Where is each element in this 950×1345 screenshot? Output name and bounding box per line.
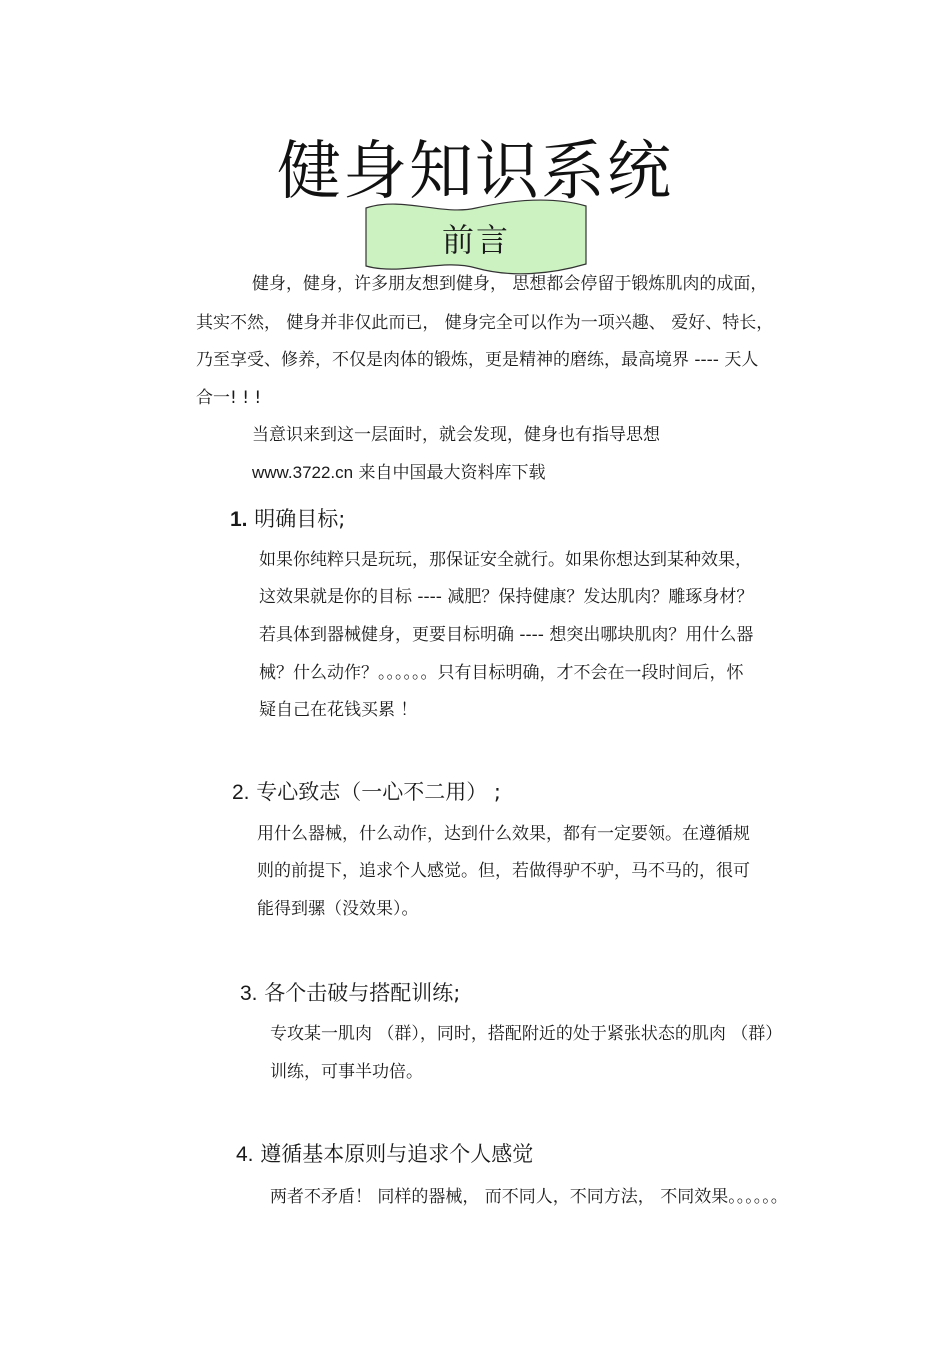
- source-url[interactable]: www.3722.cn: [252, 463, 354, 482]
- intro-line-4: 合一! ! !: [196, 388, 262, 408]
- intro-line-3: 乃至享受、修养，不仅是肉体的锻炼，更是精神的磨练，最高境界 ---- 天人: [196, 350, 759, 370]
- section-3-line-2: 训练，可事半功倍。: [270, 1062, 423, 1082]
- section-number: 2.: [232, 781, 250, 804]
- section-number: 4.: [236, 1143, 254, 1166]
- section-number: 3.: [240, 982, 258, 1005]
- section-1-line-3: 若具体到器械健身，更要目标明确 ---- 想突出哪块肌肉？用什么器: [259, 625, 754, 645]
- section-1-line-2: 这效果就是你的目标 ---- 减肥？保持健康？发达肌肉？雕琢身材？: [259, 587, 754, 607]
- section-3-line-1: 专攻某一肌肉 （群），同时，搭配附近的处于紧张状态的肌肉 （群）: [270, 1024, 783, 1044]
- intro-line-1: 健身，健身，许多朋友想到健身， 思想都会停留于锻炼肌肉的成面，: [252, 274, 768, 294]
- document-title: 健身知识系统: [277, 135, 673, 209]
- section-4-line-1: 两者不矛盾！ 同样的器械， 而不同人，不同方法， 不同效果。。。。。。: [270, 1187, 788, 1207]
- source-line: [252, 461, 546, 485]
- section-1-heading: [230, 505, 345, 534]
- preface-label: 前言: [441, 221, 510, 259]
- section-title: 专心致志（一心不二用） ;: [249, 780, 501, 804]
- section-4-heading: [236, 1140, 533, 1169]
- section-number: 1.: [230, 508, 248, 531]
- section-1-line-4: 械？什么动作？。。。。。。只有目标明确，才不会在一段时间后，怀: [259, 663, 744, 683]
- section-2-heading: [232, 778, 501, 807]
- source-text: 来自中国最大资料库下载: [353, 463, 546, 483]
- section-1-line-5: 疑自己在花钱买累 ！: [259, 700, 418, 720]
- section-1-line-1: 如果你纯粹只是玩玩，那保证安全就行。如果你想达到某种效果，: [259, 550, 752, 570]
- section-3-heading: [240, 979, 460, 1008]
- section-2-line-3: 能得到骡（没效果）。: [257, 899, 419, 919]
- preface-banner: [362, 198, 590, 276]
- section-title: 遵循基本原则与追求个人感觉: [253, 1142, 534, 1166]
- section-title: 各个击破与搭配训练;: [257, 981, 461, 1005]
- intro-note: 当意识来到这一层面时，就会发现，健身也有指导思想: [252, 425, 660, 445]
- section-2-line-2: 则的前提下，追求个人感觉。但，若做得驴不驴，马不马的，很可: [257, 861, 750, 881]
- intro-line-2: 其实不然， 健身并非仅此而已， 健身完全可以作为一项兴趣、 爱好、特长，: [196, 313, 774, 333]
- section-2-line-1: 用什么器械，什么动作，达到什么效果，都有一定要领。在遵循规: [257, 824, 750, 844]
- section-title: 明确目标;: [247, 507, 346, 531]
